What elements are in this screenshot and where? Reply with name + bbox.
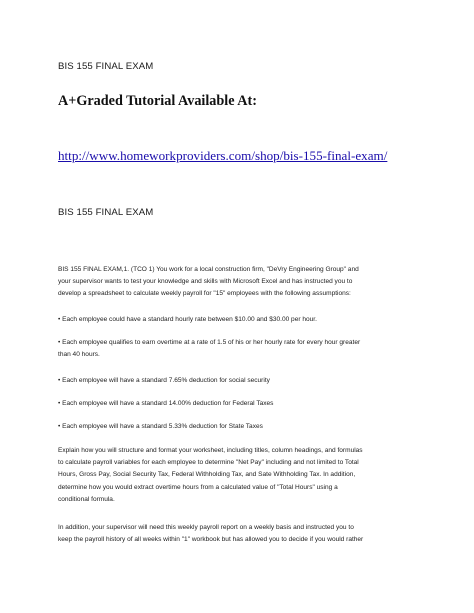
bullet-line: • Each employee will have a standard 7.65% deduction for social security [58,377,270,384]
explain-line: determine how you would extract overtime hours from a calculated value of "Total Hours" using a [58,483,338,491]
intro-line: BIS 155 FINAL EXAM,1. (TCO 1) You work for a local construction firm, "DeVry Engineering Group" and [58,266,359,273]
bullet-federal-taxes [58,398,424,410]
bullet-state-taxes [58,421,424,433]
bullet-line: • Each employee will have a standard 14.00% deduction for Federal Taxes [58,400,274,407]
homework-link[interactable]: http://www.homeworkproviders.com/shop/bis-155-final-exam/ [58,148,388,163]
heading-top: BIS 155 FINAL EXAM [58,61,154,72]
explain-line: Hours, Gross Pay, Social Security Tax, Federal Withholding Tax, and Sate Withholding Tax. In addition, [58,471,356,479]
explain-line: conditional formula. [58,495,115,503]
bullet-overtime [58,337,424,361]
bullet-hourly-rate [58,314,424,326]
addition-paragraph [58,522,424,546]
explain-line: to calculate payroll variables for each employee to determine "Net Pay" including and not limited to Total [58,459,359,467]
intro-paragraph [58,264,424,301]
heading-second: BIS 155 FINAL EXAM [58,207,154,218]
addition-line: In addition, your supervisor will need this weekly payroll report on a weekly basis and instructed you to [58,524,354,531]
bullet-line: • Each employee qualifies to earn overtime at a rate of 1.5 of his or her hourly rate for every hour greater [58,339,361,346]
bullet-line: • Each employee could have a standard hourly rate between $10.00 and $30.00 per hour. [58,316,317,323]
explain-paragraph [58,445,424,506]
addition-line: keep the payroll history of all weeks within "1" workbook but has allowed you to decide if you would rather [58,536,364,544]
explain-line: Explain how you will structure and format your worksheet, including titles, column headings, and formulas [58,447,363,454]
bullet-line: than 40 hours. [58,351,100,359]
intro-line: develop a spreadsheet to calculate weekly payroll for "15" employees with the following assumptions: [58,290,351,298]
tutorial-heading: A+Graded Tutorial Available At: [58,93,257,109]
bullet-social-security [58,375,424,387]
intro-line: your supervisor wants to test your knowledge and skills with Microsoft Excel and has instructed you to [58,278,353,286]
bullet-line: • Each employee will have a standard 5.33% deduction for State Taxes [58,423,263,430]
